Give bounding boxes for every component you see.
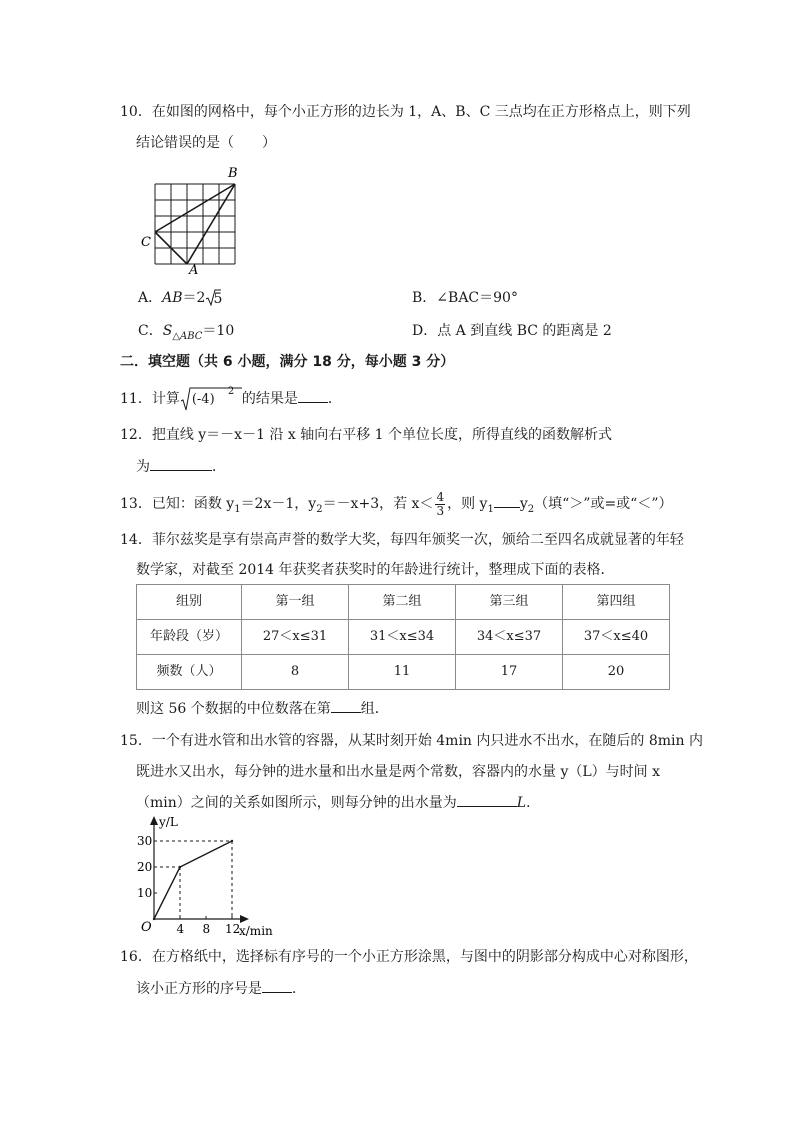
- q14-line1: 14．菲尔兹奖是享有崇高声誉的数学大奖，每四年颁奖一次，颁给二至四名成就显著的年轻: [120, 532, 684, 548]
- table-cell: 17: [456, 655, 563, 690]
- label-c: C: [141, 235, 151, 250]
- sqrt-expression: (-4) 2: [180, 386, 242, 412]
- origin-label: O: [141, 920, 152, 935]
- table-row: [137, 655, 670, 690]
- q15-answer-blank[interactable]: [457, 792, 517, 807]
- series-line: [154, 841, 232, 919]
- y-axis-label: y/L: [159, 815, 178, 829]
- table-cell: 第二组: [349, 585, 456, 620]
- tick-labels: [137, 834, 240, 936]
- table-cell: 第四组: [563, 585, 670, 620]
- q15-line2: 既进水又出水，每分钟的进水量和出水量是两个常数，容器内的水量 y（L）与时间 x: [136, 764, 660, 780]
- q11-answer-blank[interactable]: [298, 388, 328, 403]
- section-2-title: 二．填空题（共 6 小题，满分 18 分，每小题 3 分）: [120, 354, 455, 370]
- guide-lines: [154, 841, 232, 919]
- q12-answer-blank[interactable]: [150, 456, 212, 471]
- q11: 11．计算 (-4) 2 的结果是 ．: [120, 386, 342, 412]
- x-tick-label: 12: [225, 922, 241, 936]
- q13-answer-blank[interactable]: [494, 493, 520, 508]
- q12-line1: 12．把直线 y＝－x－1 沿 x 轴向右平移 1 个单位长度，所得直线的函数解析式: [120, 427, 613, 443]
- q10-grid-figure: [138, 166, 248, 276]
- table-cell: 27＜x≤31: [242, 620, 349, 655]
- x-axis-arrow-icon: [240, 915, 249, 923]
- q10-option-d: D．点 A 到直线 BC 的距离是 2: [412, 323, 612, 339]
- q10-text-1: 在如图的网格中，每个小正方形的边长为 1，A、B、C 三点均在正方形格点上，则下列: [151, 104, 691, 120]
- frequency-table: [136, 584, 670, 690]
- q10-line1: [120, 102, 691, 122]
- q10-option-b: B．∠BAC＝90°: [412, 290, 518, 306]
- water-volume-chart: [128, 813, 278, 939]
- y-tick-label: 30: [137, 834, 153, 848]
- table-row: [137, 620, 670, 655]
- y-tick-label: 10: [137, 886, 153, 900]
- table-cell: 11: [349, 655, 456, 690]
- q14-answer-blank[interactable]: [331, 698, 361, 713]
- data-point: [231, 840, 233, 842]
- x-axis-label: x/min: [239, 924, 273, 938]
- table-cell: 20: [563, 655, 670, 690]
- q13: 13．已知：函数 $y_1=2x-1$，$y_2=-x+3$，若 x＜ $\frac{4}{3}$ ，则 $y_1$ $y_2$（填“＞”或=或“＜”）: [120, 489, 673, 518]
- label-a: A: [189, 263, 199, 276]
- axes: [154, 821, 244, 919]
- sqrt-5: 5: [205, 288, 221, 308]
- q16-line1: 16．在方格纸中，选择标有序号的一个小正方形涂黑，与图中的阴影部分构成中心对称图形，: [120, 949, 698, 965]
- label-b: B: [228, 166, 238, 181]
- q15-line3: （min）之间的关系如图所示，则每分钟的出水量为 L．: [136, 792, 540, 813]
- q14-after-table: 则这 56 个数据的中位数落在第 组．: [136, 698, 389, 719]
- series: [153, 840, 233, 920]
- y-axis-arrow-icon: [150, 816, 158, 825]
- q10-number: 10．: [120, 104, 152, 120]
- q10-option-a: A．AB＝2 5: [138, 290, 223, 307]
- segment-cb: [155, 184, 235, 232]
- q12-line2: 为 ．: [136, 456, 226, 477]
- q16-answer-blank[interactable]: [262, 978, 292, 993]
- table-cell: 37＜x≤40: [563, 620, 670, 655]
- q14-line2: 数学家，对截至 2014 年获奖者获奖时的年龄进行统计，整理成下面的表格．: [136, 562, 615, 578]
- q10-line2: 结论错误的是（ ）: [136, 135, 276, 151]
- table-cell: 8: [242, 655, 349, 690]
- segment-ab: [187, 184, 235, 264]
- data-point: [153, 918, 155, 920]
- x-tick-label: 4: [176, 922, 185, 936]
- fraction-4-3: $\frac{4}{3}$: [436, 489, 445, 518]
- q15-line1: 15．一个有进水管和出水管的容器，从某时刻开始 4min 内只进水不出水，在随后的 8min 内: [120, 733, 703, 749]
- triangle-abc: [155, 184, 235, 264]
- table-header-row: [137, 585, 670, 620]
- table-cell: 年龄段（岁）: [137, 620, 242, 655]
- table-cell: 第三组: [456, 585, 563, 620]
- y-tick-label: 20: [137, 860, 153, 874]
- table-cell: 31＜x≤34: [349, 620, 456, 655]
- q10-option-c: C．$S_{\triangle ABC}=10$: [138, 323, 235, 342]
- q16-line2: 该小正方形的序号是 ．: [136, 978, 306, 999]
- x-tick-label: 8: [202, 922, 211, 936]
- ab-label: AB: [162, 290, 183, 306]
- table-cell: 34＜x≤37: [456, 620, 563, 655]
- table-cell: 第一组: [242, 585, 349, 620]
- data-point: [179, 866, 181, 868]
- table-cell: 频数（人）: [137, 655, 242, 690]
- table-cell: 组别: [137, 585, 242, 620]
